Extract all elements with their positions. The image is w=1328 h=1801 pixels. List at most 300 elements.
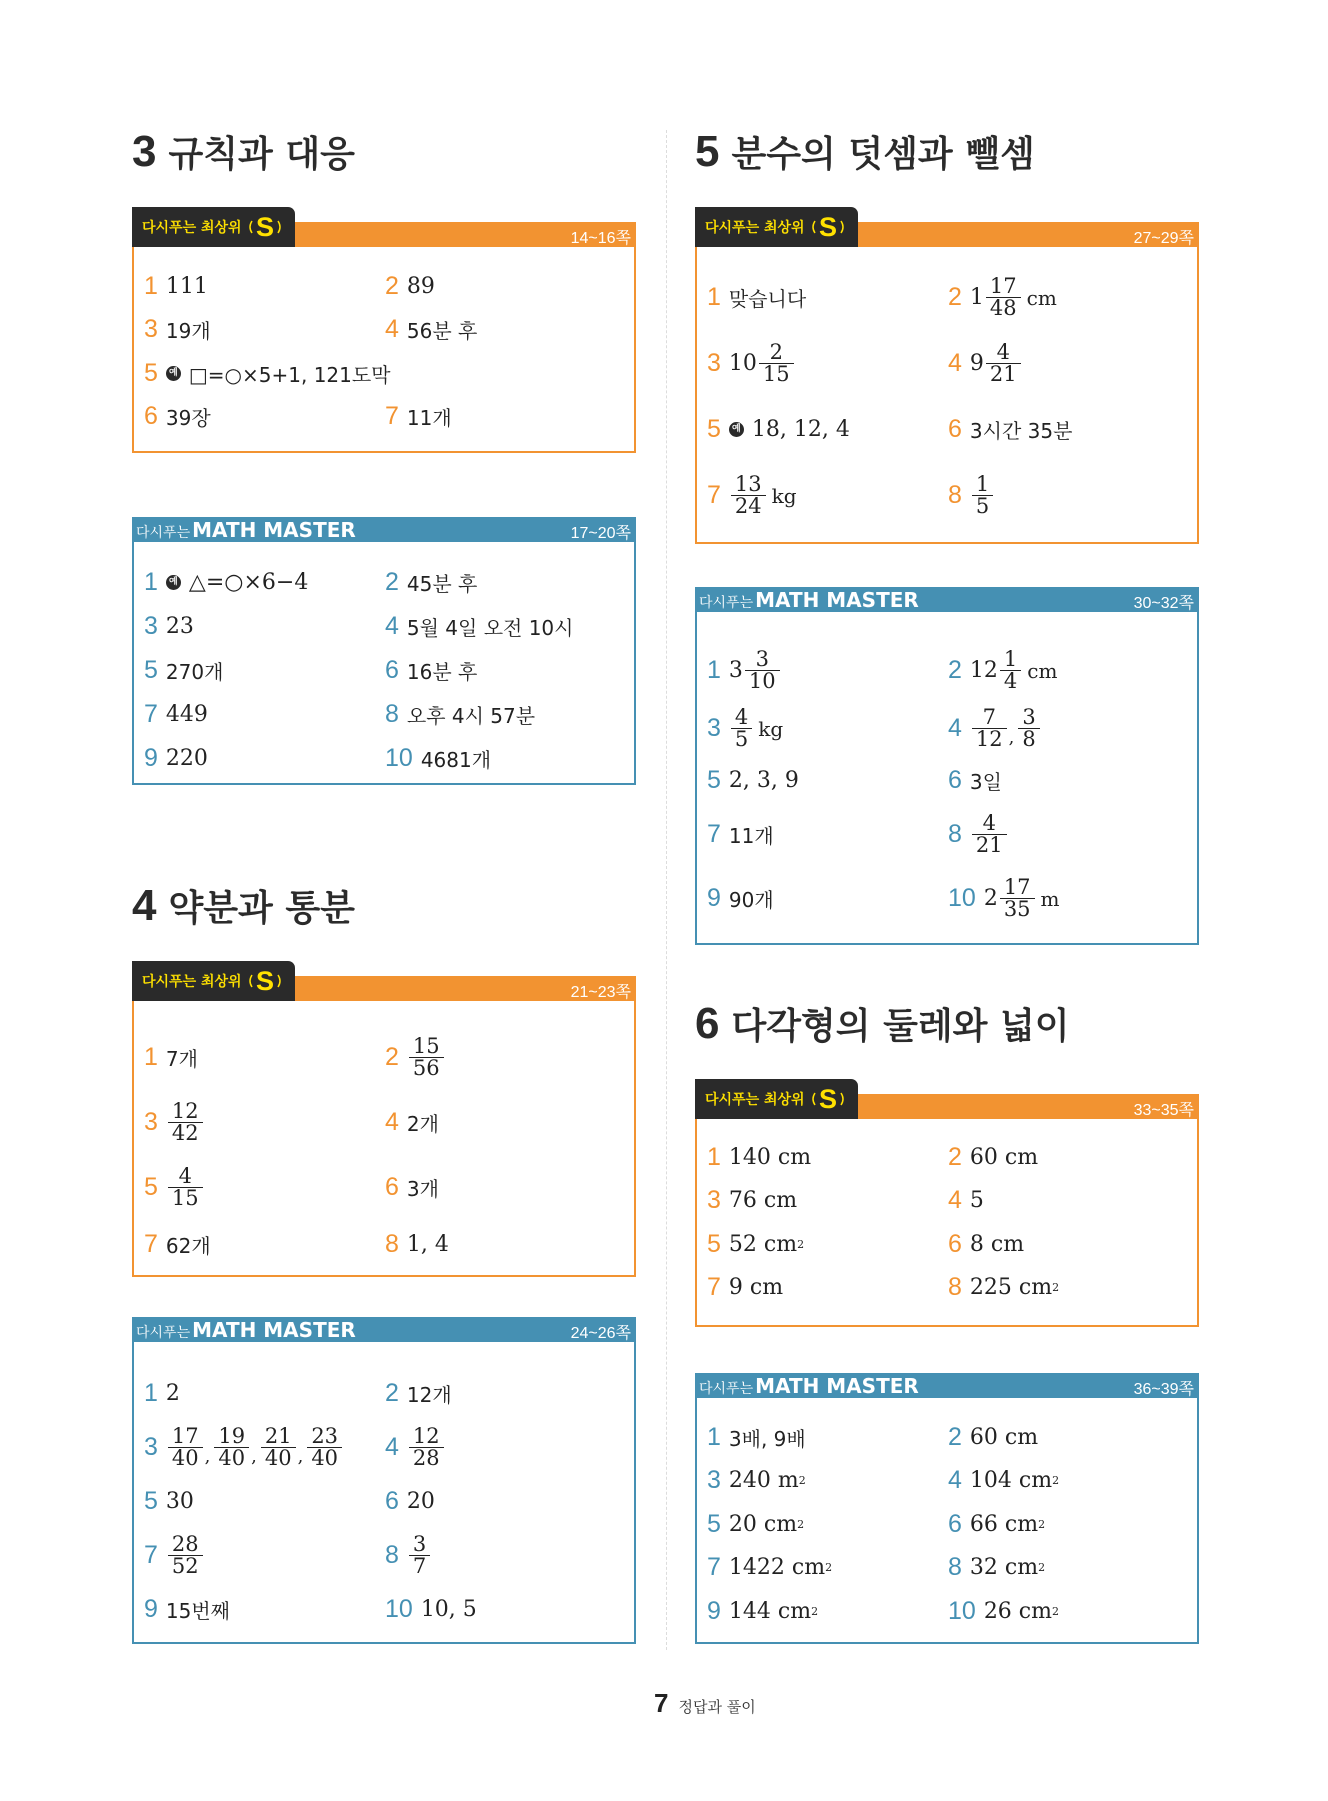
answer-text: 9 cm [728,1275,784,1300]
numerator: 3 [412,1532,427,1556]
answer-item [948,1143,1039,1171]
answer-item [385,1487,435,1515]
answer-text: 60 cm [969,1145,1039,1170]
answer-item [385,1108,439,1136]
answer-item [144,359,391,387]
answer-number: 7 [144,700,158,728]
answer-item [948,1186,984,1214]
answer-value [421,744,491,773]
answer-value [970,1232,1024,1257]
answer-item [707,647,782,693]
separator: , [251,1446,257,1467]
answer-text: 76 cm [728,1188,798,1213]
answer-value [984,877,1060,920]
fraction [261,1426,296,1469]
answer-value [729,884,774,913]
fraction [972,474,993,517]
answer-value [729,820,774,849]
chapter-title-6: 6 다각형의 둘레와 넓이 [695,999,1070,1048]
answer-item [707,1553,833,1581]
answer-value [729,417,850,442]
denominator: 5 [731,728,752,750]
answer-number: 3 [144,1433,158,1461]
answer-item [144,402,211,430]
answer-text: 39장 [165,406,211,430]
page-range: 36~39쪽 [1133,1381,1194,1398]
answer-number: 8 [385,700,399,728]
answer-text: 20 [406,1489,435,1514]
column-divider [666,130,667,1650]
whole-part: 12 [969,658,998,683]
answer-value [970,813,1009,856]
answer-value [166,359,391,388]
answer-text: 3시간 35분 [969,419,1073,443]
answer-number: 7 [707,820,721,848]
chapter-title-3: 3 규칙과 대응 [132,127,355,176]
answer-number: 4 [385,1433,399,1461]
answer-item [144,1532,205,1578]
answer-number: 1 [707,283,721,311]
answer-text: 8 cm [969,1232,1025,1257]
answer-number: 1 [144,1043,158,1071]
answer-text: 5월 4일 오전 10시 [406,616,574,640]
answer-value [166,1534,205,1577]
mixed-number [407,1036,446,1079]
answer-item [144,272,208,300]
numerator: 4 [996,340,1010,364]
mixed-number [407,1534,432,1577]
denominator: 35 [1000,898,1035,920]
answer-text: 2 [165,1381,180,1406]
numerator: 19 [218,1424,246,1448]
answer-item [144,568,309,596]
answer-number: 6 [144,402,158,430]
answer-value [166,614,194,639]
answer-number: 4 [385,315,399,343]
fraction [1018,707,1039,750]
answer-value [166,1230,211,1259]
answer-number: 4 [948,1186,962,1214]
answer-number: 1 [144,272,158,300]
answer-value [407,612,574,641]
denominator: 40 [307,1447,342,1469]
answer-number: 10 [948,884,976,912]
answer-text: 15번째 [165,1599,230,1623]
svg-text:S: S [255,212,274,242]
answer-number: 2 [948,656,962,684]
answer-text: 270개 [165,660,224,684]
answer-value [970,342,1023,385]
superscript: 2 [811,1605,819,1618]
whole-part: 2 [983,886,998,911]
answer-number: 2 [948,1143,962,1171]
answer-text: 4681개 [420,748,492,772]
fraction [1000,649,1021,692]
answer-item [948,415,1073,443]
answer-value [166,570,308,595]
numerator: 15 [412,1034,440,1058]
fraction [986,276,1021,319]
answer-number: 7 [707,481,721,509]
fraction [1000,877,1035,920]
whole-part: 3 [728,658,743,683]
mixed-number [729,342,796,385]
answer-item [144,612,194,640]
answer-value [166,1101,205,1144]
mixed-number [166,1101,205,1144]
tab-label: 다시푸는 최상위 [705,1092,805,1108]
answer-number: 8 [948,1273,962,1301]
answer-value [970,1188,984,1213]
answer-text: 449 [165,702,208,727]
answer-item [385,1595,477,1623]
answer-box-top-level [132,966,636,1277]
answer-item [948,766,1002,794]
answer-value [407,700,535,729]
answer-item [948,1423,1039,1451]
answer-item [948,1597,1059,1625]
answer-item [144,1164,205,1210]
answer-value [166,274,208,299]
answer-item [707,283,807,311]
answer-value [970,474,995,517]
answer-text: 맞습니다 [728,287,807,311]
svg-text:S: S [818,1084,837,1114]
answer-text: 89 [406,274,435,299]
denominator: 28 [409,1447,444,1469]
denominator: 15 [759,363,794,385]
numerator: 4 [734,705,749,729]
header-band [695,1373,1199,1398]
answer-value [166,1166,205,1209]
tab-label: 다시푸는 최상위 [142,974,242,990]
answer-number: 9 [144,744,158,772]
denominator: 56 [409,1057,444,1079]
answer-box-math-master [695,587,1199,945]
top-level-tab [695,1079,858,1119]
mixed-number [970,649,1058,692]
answer-text: △=○×6−4 [188,570,309,595]
answer-number: 9 [144,1595,158,1623]
page-range: 30~32쪽 [1133,595,1194,612]
numerator: 28 [171,1532,199,1556]
answer-value [166,1043,198,1072]
answer-number: 6 [385,1173,399,1201]
answer-value [729,283,806,312]
s-logo-icon [245,212,285,242]
answer-number: 2 [948,1423,962,1451]
mixed-number [970,474,995,517]
denominator: 40 [214,1447,249,1469]
answer-item [948,472,995,518]
chapter-title-5: 5 분수의 덧셈과 뺄셈 [695,127,1035,176]
answer-text: 2개 [406,1112,439,1136]
denominator: 40 [261,1447,296,1469]
fraction [731,474,766,517]
header-band [132,517,636,542]
mixed-number [729,474,797,517]
answer-value [407,1379,452,1408]
superscript: 2 [825,1561,833,1574]
answer-item [707,1466,806,1494]
answer-item [707,340,796,386]
answer-number: 3 [707,1186,721,1214]
answer-value [970,1275,1059,1300]
answer-item [385,1230,449,1258]
superscript: 2 [1051,1605,1059,1618]
numerator: 12 [171,1099,199,1123]
answer-text: 12개 [406,1383,452,1407]
numerator: 3 [1022,705,1036,729]
answer-item [385,1173,439,1201]
answer-item [948,705,1042,751]
denominator: 15 [168,1187,203,1209]
denominator: 8 [1018,728,1039,750]
answer-text: 220 [165,746,208,771]
answer-text: 11개 [728,824,774,848]
numerator: 17 [171,1424,199,1448]
page-footer [654,1688,756,1719]
answer-value [407,1108,439,1137]
denominator: 4 [1000,670,1021,692]
answer-value [407,1232,449,1257]
answer-item [707,884,774,912]
math-master-label: 다시푸는 MATH MASTER [136,518,356,542]
answer-number: 5 [144,1173,158,1201]
math-master-label: 다시푸는 MATH MASTER [699,1374,919,1398]
superscript: 2 [1038,1561,1046,1574]
superscript: 2 [1052,1474,1060,1487]
answer-value [984,1599,1059,1624]
answer-box-math-master [695,1373,1199,1644]
fraction [168,1426,203,1469]
fraction [168,1534,203,1577]
answer-text: 60 cm [969,1425,1039,1450]
answer-text: 1, 4 [406,1232,449,1257]
answer-number: 8 [948,481,962,509]
answer-text: 2, 3, 9 [728,768,799,793]
answer-item [707,1230,805,1258]
answer-item [144,1379,180,1407]
answer-text: 225 cm [969,1275,1053,1300]
answer-text: 3일 [969,770,1002,794]
answer-value [970,1425,1038,1450]
superscript: 2 [797,1238,805,1251]
denominator: 48 [986,297,1021,319]
answer-value [729,1232,804,1257]
answer-item [948,1553,1046,1581]
denominator: 21 [986,363,1021,385]
answer-number: 4 [948,714,962,742]
answer-item [707,415,850,443]
answer-number: 6 [385,656,399,684]
answer-item [707,1186,798,1214]
svg-text:S: S [818,212,837,242]
answer-value [166,1489,194,1514]
answer-value [729,1599,818,1624]
fraction [731,707,752,750]
separator: , [1008,727,1015,748]
page-range: 27~29쪽 [1133,230,1194,247]
answer-text: 7개 [165,1047,198,1071]
answer-number: 8 [948,1553,962,1581]
answer-number: 8 [948,820,962,848]
page-range: 17~20쪽 [570,525,631,542]
answer-text: 90개 [728,888,774,912]
answer-value [166,702,208,727]
page-range: 14~16쪽 [570,230,631,247]
answer-number: 6 [948,1510,962,1538]
numerator: 23 [311,1424,339,1448]
answer-number: 9 [707,1597,721,1625]
answer-value [970,707,1042,750]
fraction [745,649,780,692]
answer-text: 1422 cm [728,1555,826,1580]
answer-item [385,315,478,343]
denominator: 5 [972,495,993,517]
answer-number: 5 [144,656,158,684]
chapter-title-4: 4 약분과 통분 [132,881,355,930]
page-number: 7 [654,1688,669,1718]
answer-value [970,1555,1045,1580]
answer-value [421,1597,477,1622]
answer-item [144,1487,194,1515]
denominator: 24 [731,495,766,517]
fraction [972,707,1007,750]
answer-text: 30 [165,1489,194,1514]
answer-item [707,820,774,848]
answer-text: 32 cm [969,1555,1039,1580]
answer-number: 4 [948,1466,962,1494]
answer-value [407,656,477,685]
page-range: 33~35쪽 [1133,1102,1194,1119]
answer-value [729,1275,783,1300]
answer-item [385,272,435,300]
numerator: 1 [975,472,990,496]
answer-value [729,707,783,750]
fraction [168,1101,203,1144]
answer-number: 7 [144,1541,158,1569]
numerator: 13 [734,472,762,496]
answer-number: 9 [707,884,721,912]
answer-item [707,1423,806,1451]
answer-number: 8 [385,1541,399,1569]
superscript: 2 [797,1518,805,1531]
page-range: 24~26쪽 [570,1325,631,1342]
numerator: 4 [178,1164,192,1188]
answer-value [729,649,782,692]
answer-number: 3 [144,315,158,343]
answer-text: 104 cm [969,1468,1053,1493]
answer-value [970,766,1002,795]
answer-value [166,656,224,685]
whole-part: 10 [728,351,757,376]
answer-number: 3 [144,612,158,640]
answer-value [407,1036,446,1079]
answer-value [407,1534,432,1577]
answer-number: 5 [707,415,721,443]
mixed-number [166,1166,205,1209]
example-mark: 예 [729,422,744,437]
math-master-label: 다시푸는 MATH MASTER [136,1318,356,1342]
answer-number: 10 [385,1595,413,1623]
answer-number: 7 [707,1553,721,1581]
answer-item [385,1532,432,1578]
answer-item [948,274,1057,320]
answer-number: 6 [948,1230,962,1258]
answer-item [707,1273,784,1301]
answer-number: 5 [707,766,721,794]
answer-box-math-master [132,517,636,785]
answer-value [970,276,1057,319]
answer-item [948,1466,1060,1494]
separator: , [204,1446,211,1467]
numerator: 4 [982,811,996,835]
answer-item [144,1230,211,1258]
answer-value [970,415,1073,444]
top-level-tab [132,207,295,247]
answer-value [729,768,799,793]
answer-value [970,1145,1038,1170]
answer-text: 62개 [165,1234,211,1258]
mixed-number [970,342,1023,385]
numerator: 12 [412,1424,440,1448]
answer-value [729,474,797,517]
answer-number: 5 [144,359,158,387]
answer-number: 6 [385,1487,399,1515]
answer-number: 5 [707,1510,721,1538]
answer-item [948,1510,1046,1538]
answer-number: 2 [385,568,399,596]
answer-number: 2 [385,1043,399,1071]
answer-text: 23 [165,614,194,639]
svg-text:S: S [255,966,274,996]
answer-item [948,811,1009,857]
answer-number: 1 [707,1423,721,1451]
answer-item [385,744,492,772]
numerator: 7 [982,705,996,729]
answer-item [707,472,797,518]
answer-number: 4 [385,612,399,640]
answer-number: 3 [707,349,721,377]
tab-label: 다시푸는 최상위 [705,220,805,236]
answer-number: 1 [707,656,721,684]
denominator: 42 [168,1122,203,1144]
answer-number: 4 [385,1108,399,1136]
answer-item [144,656,224,684]
unit: m [1040,886,1060,911]
mixed-number [166,1534,205,1577]
numerator: 2 [769,340,783,364]
answer-text: 140 cm [728,1145,812,1170]
answer-item [707,1510,805,1538]
answer-item [948,647,1058,693]
answer-item [948,1230,1025,1258]
fraction [409,1534,430,1577]
s-logo-icon [808,1084,848,1114]
answer-number: 10 [948,1597,976,1625]
numerator: 21 [264,1424,292,1448]
answer-value [729,1512,804,1537]
answer-value [407,315,477,344]
answer-text: 5 [969,1188,984,1213]
answer-text: 52 cm [728,1232,798,1257]
answer-number: 8 [385,1230,399,1258]
answer-number: 7 [707,1273,721,1301]
answer-item [948,1273,1060,1301]
answer-number: 3 [707,714,721,742]
answer-number: 2 [385,272,399,300]
